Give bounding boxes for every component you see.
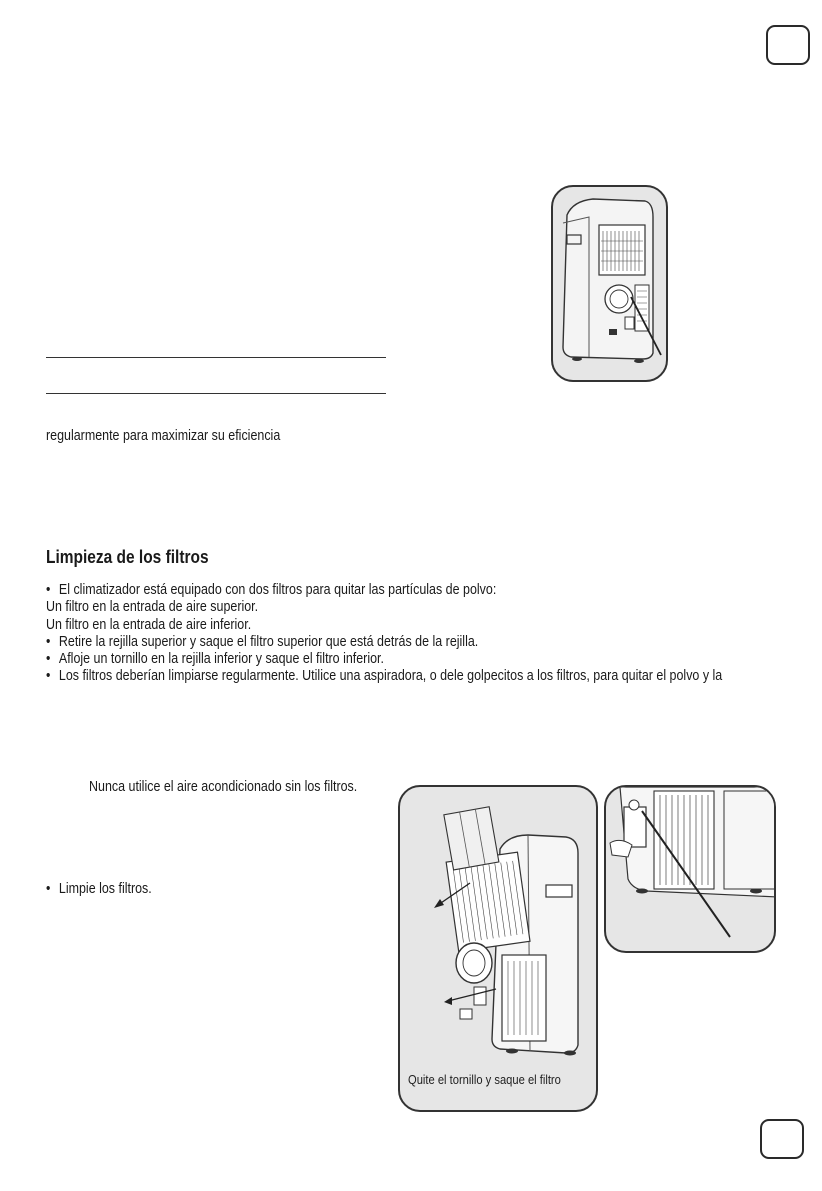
warning-text: Nunca utilice el aire acondicionado sin los filtros. <box>89 779 358 795</box>
list-item: • El climatizador está equipado con dos filtros para quitar las partículas de polvo: <box>46 582 497 598</box>
bullet: • <box>46 881 51 897</box>
figure-filter-removal <box>398 785 598 1112</box>
page-tab-bottom <box>760 1119 804 1159</box>
section-heading: Limpieza de los filtros <box>46 547 209 567</box>
figure-screw-detail <box>604 785 776 953</box>
page-tab-top <box>766 25 810 65</box>
list-item: • Los filtros deberían limpiarse regularmente. Utilice una aspiradora, o dele golpecitos a los filtros, para quitar el polvo y la <box>46 668 723 685</box>
bullet: • <box>46 668 51 685</box>
intro-text: regularmente para maximizar su eficiencia <box>46 428 281 444</box>
figure-unit-rear <box>551 185 668 382</box>
bullet: • <box>46 633 51 650</box>
list-item: • Retire la rejilla superior y saque el filtro superior que está detrás de la rejilla. <box>46 633 479 650</box>
divider-rule <box>46 357 386 358</box>
divider-rule <box>46 393 386 394</box>
list-item: Un filtro en la entrada de aire inferior. <box>46 616 252 633</box>
step-text: • Limpie los filtros. <box>46 881 152 897</box>
instructions-list <box>46 582 822 686</box>
list-item: Un filtro en la entrada de aire superior. <box>46 599 259 616</box>
bullet: • <box>46 651 51 668</box>
figure-caption: Quite el tornillo y saque el filtro <box>408 1072 561 1087</box>
list-item: • Afloje un tornillo en la rejilla inferior y saque el filtro inferior. <box>46 651 384 668</box>
bullet: • <box>46 582 51 598</box>
